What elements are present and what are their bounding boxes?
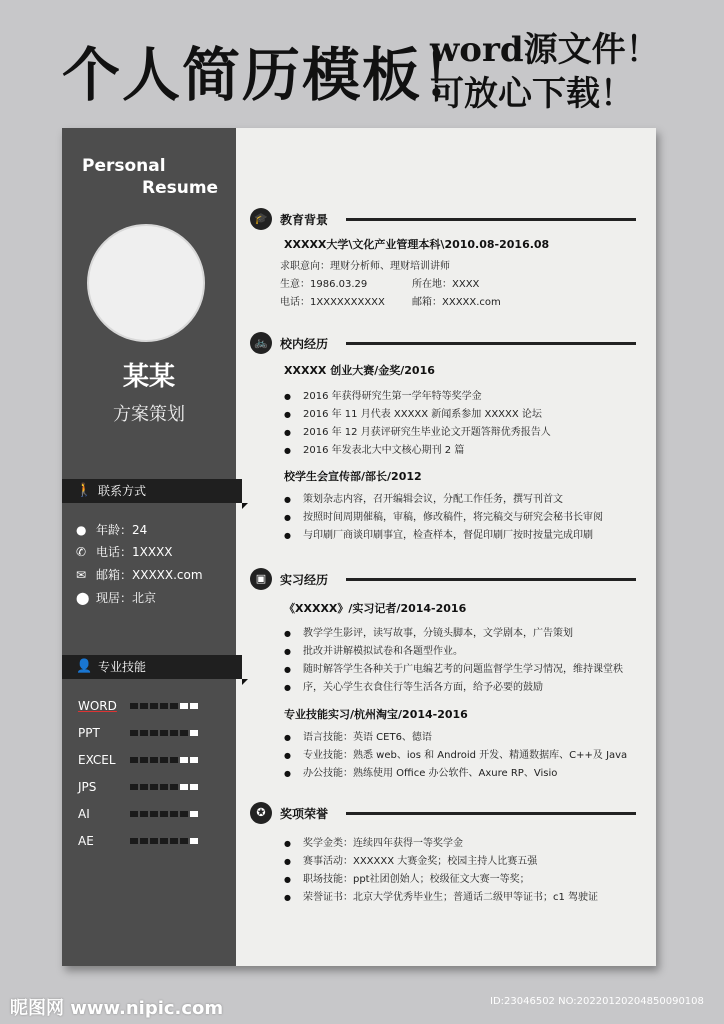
skill-level-segment — [170, 730, 178, 736]
skill-level-segment — [150, 730, 158, 736]
sidebar-title-personal: Personal — [82, 156, 166, 176]
education-intent: 求职意向：理财分析师、理财培训讲师 — [280, 261, 450, 272]
section-divider — [346, 342, 636, 345]
person-name: 某某 — [122, 362, 175, 392]
banner-subtitle — [430, 28, 660, 116]
skill-level-segment — [140, 838, 148, 844]
skill-level-segment — [160, 757, 168, 763]
list-item: ● 职场技能：ppt社团创始人；校级征文大赛一等奖； — [284, 870, 530, 885]
skill-name: WORD — [78, 699, 117, 713]
list-item: ● 批改并讲解模拟试卷和各题型作业。 — [284, 642, 463, 657]
skill-level-segment — [180, 730, 188, 736]
watermark-site: 昵图网 www.nipic.com — [10, 998, 224, 1019]
section-awards-header — [250, 802, 630, 824]
list-item: ● 语言技能：英语 CET6、德语 — [284, 728, 432, 743]
contact-phone-text: 电话：1XXXX — [96, 545, 173, 559]
section-internship-header — [250, 568, 630, 590]
skill-level-segment — [160, 730, 168, 736]
education-birth: 生意：1986.03.29 — [280, 279, 368, 290]
skill-level-segment — [190, 811, 198, 817]
skill-level-segment — [180, 838, 188, 844]
sidebar-title-resume: Resume — [142, 178, 219, 198]
skill-level-bar — [130, 838, 200, 844]
skill-name: EXCEL — [78, 753, 116, 767]
section-divider — [346, 578, 636, 581]
contact-header — [62, 479, 242, 503]
list-item: ● 专业技能：熟悉 web、ios 和 Android 开发、精通数据库、C++及 Java — [284, 746, 627, 761]
education-headline: XXXXX大学\文化产业管理本科\2010.08-2016.08 — [284, 238, 550, 251]
banner-subtitle-line1: word源文件！ — [430, 30, 660, 70]
skills-header-label: 专业技能 — [98, 660, 147, 674]
list-item: ● 2016 年发表北大中文核心期刊 2 篇 — [284, 441, 464, 456]
skill-level-bar — [130, 730, 200, 736]
section-divider — [346, 812, 636, 815]
section-divider — [346, 218, 636, 221]
list-item: ● 赛事活动：XXXXXX 大赛金奖；校园主持人比赛五强 — [284, 852, 537, 867]
skill-level-segment — [140, 730, 148, 736]
phone-icon: ✆ — [76, 545, 87, 559]
watermark-id: ID:23046502 NO:20220120204850090108 — [490, 996, 704, 1007]
skill-level-segment — [160, 811, 168, 817]
skill-level-segment — [170, 811, 178, 817]
contact-location-text: 现居：北京 — [96, 591, 157, 605]
campus-block2-title: 校学生会宣传部/部长/2012 — [284, 470, 422, 483]
medal-icon: ✪ — [250, 802, 272, 824]
list-item: ● 教学学生影评，读写故事，分镜头脚本，文学剧本，广告策划 — [284, 624, 573, 639]
skill-level-segment — [150, 757, 158, 763]
skill-level-segment — [190, 730, 198, 736]
list-item: ● 2016 年 11 月代表 XXXXX 新闻系参加 XXXXX 论坛 — [284, 405, 542, 420]
profile-photo — [87, 224, 205, 342]
skill-level-segment — [190, 784, 198, 790]
section-campus-title: 校内经历 — [280, 337, 329, 351]
skill-level-bar — [130, 703, 200, 709]
graduation-cap-icon: 🎓 — [250, 208, 272, 230]
skill-level-segment — [170, 838, 178, 844]
skill-level-segment — [190, 838, 198, 844]
skill-level-segment — [150, 703, 158, 709]
skill-level-segment — [180, 784, 188, 790]
skill-level-segment — [160, 838, 168, 844]
mail-icon: ✉ — [76, 568, 87, 582]
contact-header-label: 联系方式 — [98, 484, 147, 498]
skill-name: AE — [78, 834, 94, 848]
skill-level-segment — [130, 730, 138, 736]
skill-name: JPS — [78, 780, 97, 794]
list-item: ● 荣誉证书：北京大学优秀毕业生；普通话二级甲等证书；c1 驾驶证 — [284, 888, 598, 903]
skill-level-segment — [150, 811, 158, 817]
contact-age-text: 年龄：24 — [96, 523, 148, 537]
list-item: ● 策划杂志内容，召开编辑会议，分配工作任务，撰写刊首文 — [284, 490, 563, 505]
skill-row — [78, 806, 130, 822]
skill-level-segment — [160, 784, 168, 790]
resume-main — [236, 128, 656, 966]
education-email: 邮箱：XXXXX.com — [412, 297, 501, 308]
section-awards-title: 奖项荣誉 — [280, 807, 329, 821]
section-education-header — [250, 208, 630, 230]
person-icon: ● — [76, 523, 87, 537]
skill-level-bar — [130, 811, 200, 817]
list-item: ● 奖学金类：连续四年获得一等奖学金 — [284, 834, 463, 849]
education-phone: 电话：1XXXXXXXXXX — [280, 297, 385, 308]
skill-level-segment — [140, 784, 148, 790]
id-card-icon: ▣ — [250, 568, 272, 590]
skill-level-segment — [140, 757, 148, 763]
education-location: 所在地：XXXX — [412, 279, 480, 290]
list-item: ● 与印刷厂商谈印刷事宜，检查样本，督促印刷厂按时按量完成印刷 — [284, 526, 593, 541]
skill-level-segment — [180, 811, 188, 817]
skill-level-segment — [130, 703, 138, 709]
skill-row — [78, 752, 130, 768]
skills-header — [62, 655, 242, 679]
skill-level-segment — [170, 757, 178, 763]
skill-level-segment — [130, 757, 138, 763]
skill-row — [78, 779, 130, 795]
internship-block2-title: 专业技能实习/杭州淘宝/2014-2016 — [284, 708, 468, 721]
skill-level-segment — [140, 811, 148, 817]
section-campus-header — [250, 332, 630, 354]
location-icon: ⬤ — [76, 591, 90, 605]
skill-level-segment — [180, 703, 188, 709]
skill-level-segment — [130, 838, 138, 844]
skill-level-segment — [130, 784, 138, 790]
campus-block1-title: XXXXX 创业大赛/金奖/2016 — [284, 364, 435, 377]
list-item: ● 2016 年 12 月获评研究生毕业论文开题答辩优秀报告人 — [284, 423, 551, 438]
banner-title: 个人简历模板！ — [62, 41, 483, 109]
skill-level-segment — [130, 811, 138, 817]
contact-location — [76, 589, 156, 607]
skill-level-segment — [180, 757, 188, 763]
section-education-title: 教育背景 — [280, 213, 329, 227]
contact-age — [76, 521, 147, 539]
skill-name: PPT — [78, 726, 100, 740]
list-item: ● 办公技能：熟练使用 Office 办公软件、Axure RP、Visio — [284, 764, 557, 779]
walking-person-icon: 🚶 — [76, 483, 93, 498]
bicycle-icon: 🚲 — [250, 332, 272, 354]
contact-email-text: 邮箱：XXXXX.com — [96, 568, 203, 582]
skill-level-segment — [170, 784, 178, 790]
list-item: ● 序，关心学生衣食住行等生活各方面，给予必要的鼓励 — [284, 678, 543, 693]
person-job: 方案策划 — [113, 404, 185, 425]
skill-level-segment — [160, 703, 168, 709]
skill-level-segment — [190, 703, 198, 709]
skill-level-segment — [170, 703, 178, 709]
resume-page — [62, 128, 656, 966]
skill-row — [78, 698, 130, 714]
banner-subtitle-line2: 可放心下载！ — [430, 74, 634, 114]
skill-row — [78, 725, 130, 741]
resume-sidebar — [62, 128, 236, 966]
skill-level-bar — [130, 757, 200, 763]
skill-level-segment — [190, 757, 198, 763]
user-icon: 👤 — [76, 659, 93, 674]
skill-level-segment — [150, 838, 158, 844]
skill-level-bar — [130, 784, 200, 790]
contact-phone — [76, 543, 173, 561]
internship-block1-title: 《XXXXX》/实习记者/2014-2016 — [284, 602, 467, 615]
contact-email — [76, 566, 203, 584]
section-internship-title: 实习经历 — [280, 573, 329, 587]
list-item: ● 按照时间周期催稿，审稿，修改稿件，将完稿交与研究会秘书长审阅 — [284, 508, 603, 523]
skill-level-segment — [140, 703, 148, 709]
skill-row — [78, 833, 130, 849]
skill-level-segment — [150, 784, 158, 790]
skill-name: AI — [78, 807, 90, 821]
list-item: ● 2016 年获得研究生第一学年特等奖学金 — [284, 387, 482, 402]
list-item: ● 随时解答学生各种关于广电编艺考的问题监督学生学习情况，维持课堂秩 — [284, 660, 623, 675]
